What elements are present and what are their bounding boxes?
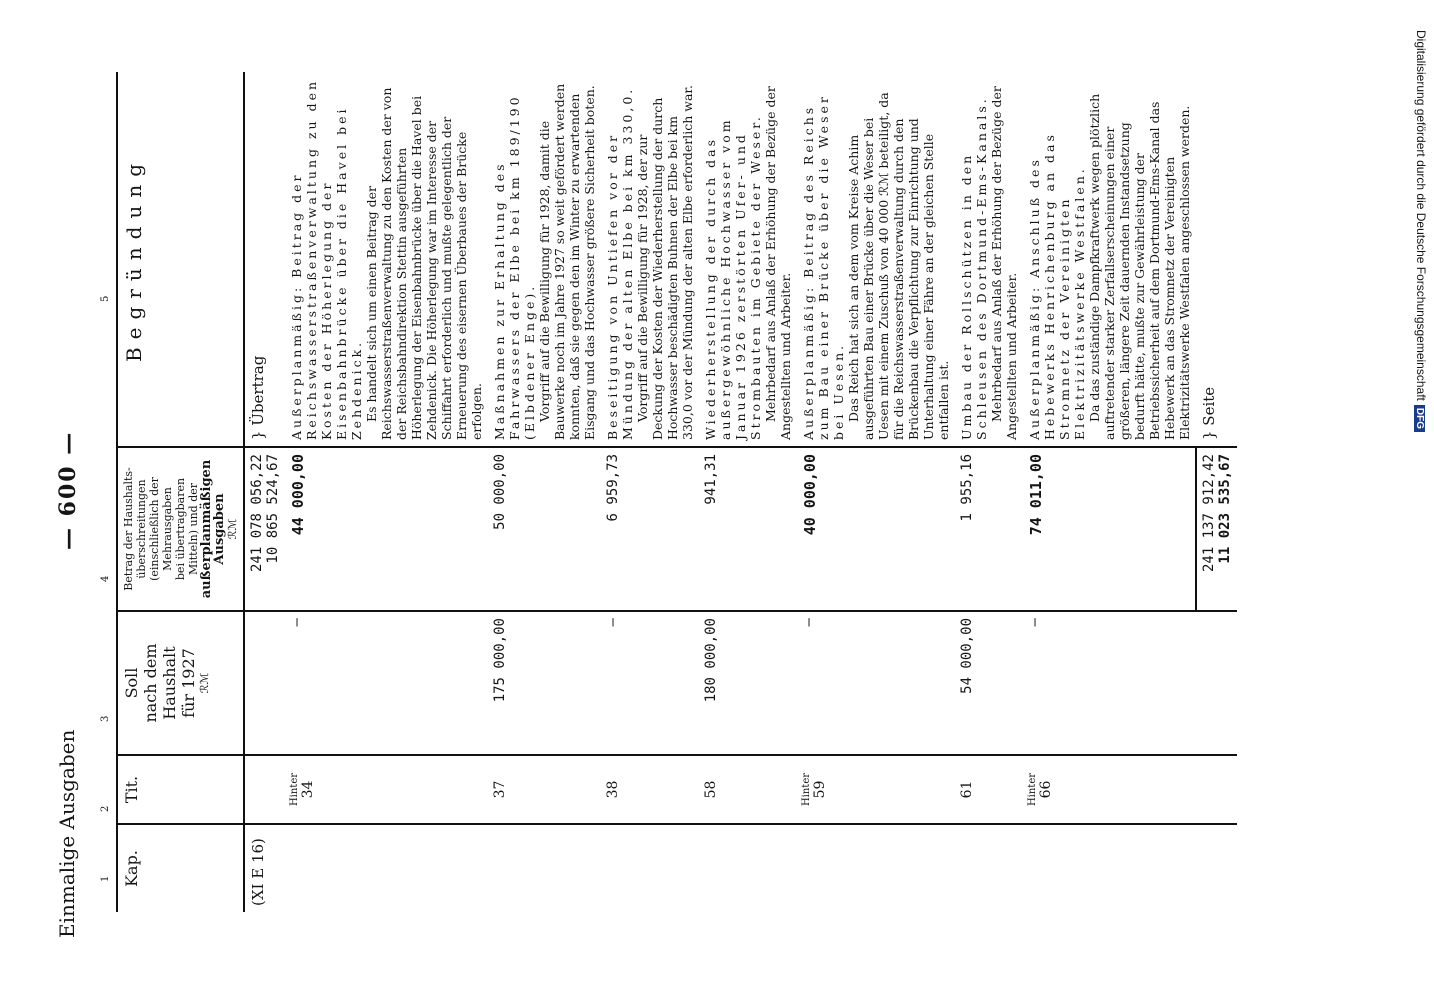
- betrag-value: 6 959,73: [601, 447, 699, 611]
- tit-value: 59: [812, 780, 828, 799]
- header-soll-line: nach dem: [141, 643, 160, 723]
- header-tit: Tit.: [117, 755, 244, 824]
- tit-value: 37: [492, 780, 508, 799]
- section-title: Einmalige Ausgaben: [55, 729, 79, 938]
- tit-value: 38: [605, 780, 621, 799]
- table-row: [601, 72, 699, 912]
- hinter-label: Hinter: [289, 772, 300, 807]
- row-title: Umbau der Rollschützen in den Schleusen des Dortmund-Ems-Kanals.: [959, 96, 989, 440]
- table-row: [797, 72, 955, 912]
- header-kap: Kap.: [117, 824, 244, 912]
- header-betrag-line: bei übertragbaren: [174, 477, 187, 581]
- row-title: Wiederherstellung der durch das außergewöhnliche Hochwasser vom Januar 1926 zerstörten Ufer- und Strombauten im Gebiete der Weser.: [703, 114, 763, 440]
- header-betrag-unit: ℛℳ: [226, 518, 239, 540]
- header-begruendung: Begründung: [117, 72, 244, 447]
- header-soll-line: für 1927: [179, 648, 198, 718]
- column-numbers: [100, 72, 116, 912]
- tit-value: 66: [1038, 780, 1054, 799]
- betrag-value: 50 000,00: [488, 447, 601, 611]
- header-betrag-line: Mitteln) und der: [187, 482, 200, 576]
- table-header-row: [117, 72, 244, 912]
- dfg-logo: DFG: [1414, 405, 1425, 432]
- header-soll-line: Haushalt: [160, 646, 179, 720]
- header-betrag-line: Ausgaben: [212, 493, 227, 565]
- header-betrag-line: Betrag der Haushalts-: [122, 467, 135, 591]
- expenditure-table: [116, 72, 1237, 912]
- row-text: Da das zuständige Dampfkraftwerk wegen plötzlich auftretender starker Zerfallserscheinungen einer größeren, längere Zeit dauernden Instandsetzung bedurft hätte, mußte zur Gewährleistung der Betriebssicherheit auf dem Dortmund-Ems-Kanal das Hebewerk an das Stromnetz der Vereinigten Elektrizitätswerke Westfalen angeschlossen werden.: [1087, 93, 1192, 440]
- carry-amount: [244, 447, 285, 611]
- total-row: [1196, 72, 1237, 912]
- digitization-text: Digitalisierung gefördert durch die Deutsche Forschungsgemeinschaft: [1414, 30, 1428, 401]
- header-betrag-line: (einschließlich der: [148, 477, 161, 581]
- betrag-value: 40 000,00: [801, 454, 819, 536]
- header-betrag-line: überschreitungen: [135, 479, 148, 579]
- hinter-label: Hinter: [1027, 772, 1038, 807]
- total-amount-1: 241 137 912,42: [1201, 454, 1217, 573]
- carry-amount-2: 10 865 524,67: [265, 454, 281, 564]
- carry-label-text: Übertrag: [249, 355, 267, 426]
- header-betrag-line: außerplanmäßigen: [199, 459, 214, 599]
- tit-value: 34: [300, 780, 316, 799]
- betrag-value: 1 955,16: [955, 447, 1023, 611]
- total-label-text: Seite: [1200, 386, 1218, 426]
- carry-row: [244, 72, 285, 912]
- soll-value: 54 000,00: [955, 611, 1023, 755]
- kap-value: (XI E 16): [244, 824, 285, 912]
- carry-label: } Übertrag: [249, 355, 267, 440]
- row-title: Maßnahmen zur Erhaltung des Fahrwassers der Elbe bei km 189/190 (Elbdener Enge).: [492, 94, 537, 440]
- header-soll-unit: ℛℳ: [198, 672, 211, 694]
- soll-value: 180 000,00: [699, 611, 797, 755]
- row-text: Vorgriff auf die Bewilligung für 1928, der zur Deckung der Kosten der Wiederherstellung der durch Hochwasser beschädigten Buhnen der Elbe bei km 330,0 vor der Mündung der alten Elbe erforderlich war.: [635, 85, 695, 440]
- column-number: 1: [100, 875, 111, 882]
- soll-value: —: [285, 611, 488, 755]
- tit-value: 58: [703, 780, 719, 799]
- table-row: [1023, 72, 1196, 912]
- header-betrag: [117, 447, 244, 611]
- soll-value: 175 000,00: [488, 611, 601, 755]
- betrag-value: 44 000,00: [289, 454, 307, 536]
- table-row: [699, 72, 797, 912]
- row-title: Außerplanmäßig: Beitrag der Reichswasserstraßenverwaltung zu den Kosten der Höherlegung der Eisenbahnbrücke über die Havel bei Zehdenick.: [289, 78, 364, 440]
- table-row: [488, 72, 601, 912]
- row-text: Es handelt sich um einen Beitrag der Reichswasserstraßenverwaltung zu den Kosten der von der Reichsbahndirektion Stettin ausgeführten Höherlegung der Eisenbahnbrücke über die Havel bei Zehdenick. Die Höherlegung war im Interesse der Schiffahrt erforderlich und mußte gelegentlich der Erneuerung des eisernen Überbaues der Brücke erfolgen.: [364, 87, 484, 440]
- table-row: [285, 72, 488, 912]
- row-title: Außerplanmäßig: Beitrag des Reichs zum Bau einer Brücke über die Weser bei Uesen.: [801, 94, 846, 440]
- total-amount-2: 11 023 535,67: [1217, 454, 1233, 564]
- row-text: Vorgriff auf die Bewilligung für 1928, damit die Bauwerke noch im Jahre 1927 so weit gefördert werden konnten, daß sie gegen den im Winter zu erwartenden Eisgang und das Hochwasser größere Sicherheit boten.: [537, 83, 597, 440]
- soll-value: —: [1023, 611, 1196, 755]
- ledger-sheet: [100, 72, 1237, 912]
- soll-value: —: [797, 611, 955, 755]
- row-title: Außerplanmäßig: Anschluß des Hebewerks Henrichenburg an das Stromnetz der Vereinigten Elektrizitätswerke Westfalen.: [1027, 132, 1087, 440]
- column-number: 5: [100, 295, 111, 302]
- header-soll: [117, 611, 244, 755]
- header-betrag-line: Mehrausgaben: [161, 487, 174, 571]
- total-label: } Seite: [1200, 386, 1218, 440]
- total-amount: [1196, 447, 1237, 611]
- row-text: Mehrbedarf aus Anlaß der Erhöhung der Bezüge der Angestellten und Arbeiter.: [763, 86, 793, 440]
- row-text: Mehrbedarf aus Anlaß der Erhöhung der Bezüge der Angestellten und Arbeiter.: [989, 86, 1019, 440]
- betrag-value: 941,31: [699, 447, 797, 611]
- column-number: 3: [100, 715, 111, 722]
- table-row: [955, 72, 1023, 912]
- column-number: 4: [100, 575, 111, 582]
- page-number: — 600 —: [55, 430, 81, 550]
- header-soll-line: Soll: [122, 667, 141, 699]
- betrag-value: 74 011,00: [1027, 454, 1045, 536]
- column-number: 2: [100, 805, 111, 812]
- carry-amount-1: 241 078 056,22: [249, 454, 265, 573]
- hinter-label: Hinter: [801, 772, 812, 807]
- row-title: Beseitigung von Untiefen vor der Mündung der alten Elbe bei km 330,0.: [605, 86, 635, 440]
- row-text: Das Reich hat sich an dem vom Kreise Achim ausgeführten Bau einer Brücke über die Weser bei Uesen mit einem Zuschuß von 40 000 ℛℳ beteiligt, da für die Reichswasserstraßenverwaltung durch den Brückenbau die Verpflichtung zur Einrichtung und Unterhaltung einer Fähre an der gleichen Stelle entfallen ist.: [846, 92, 951, 440]
- soll-value: —: [601, 611, 699, 755]
- tit-value: 61: [959, 780, 975, 799]
